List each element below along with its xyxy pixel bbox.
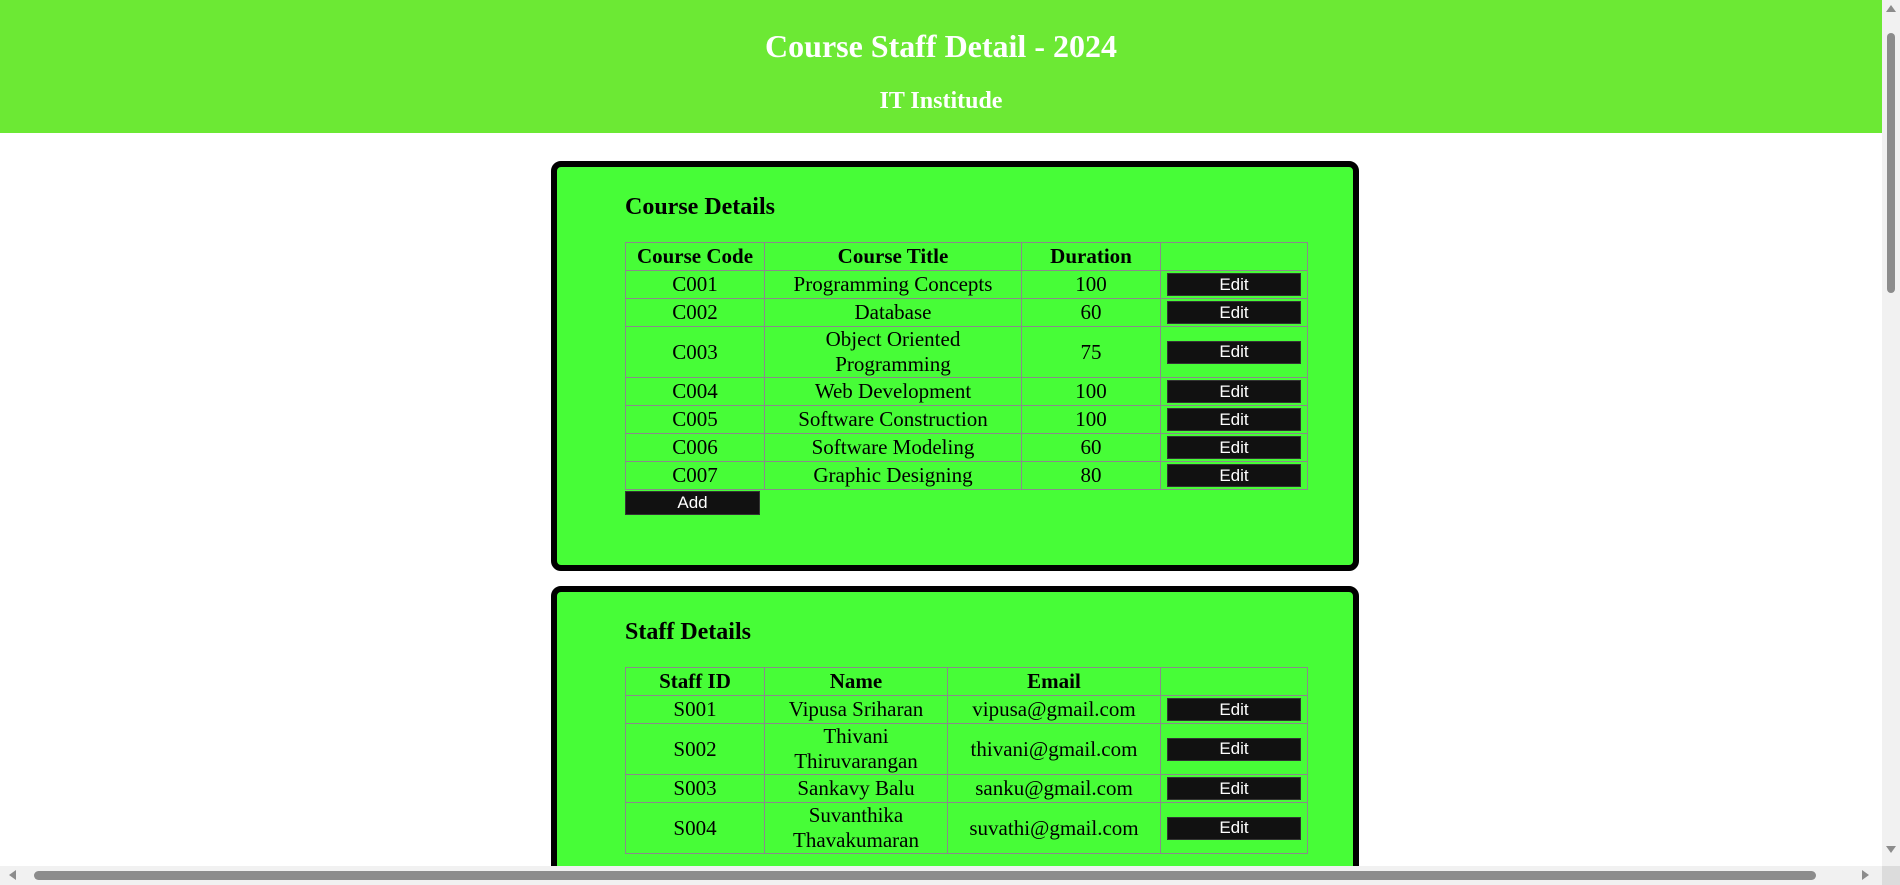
action-cell: [1161, 299, 1308, 327]
course-code-cell: C004: [626, 378, 765, 406]
staff-email-cell: vipusa@gmail.com: [948, 696, 1161, 724]
course-code-cell: C003: [626, 327, 765, 378]
table-row: [626, 462, 1308, 490]
vertical-scroll-thumb[interactable]: [1887, 33, 1895, 293]
table-row: [626, 327, 1308, 378]
horizontal-scroll-thumb[interactable]: [34, 871, 1816, 880]
duration-cell: 80: [1022, 462, 1161, 490]
staff-name-cell: Suvanthika Thavakumaran: [765, 803, 948, 854]
staff-email-cell: sanku@gmail.com: [948, 775, 1161, 803]
duration-cell: 100: [1022, 378, 1161, 406]
table-row: [626, 378, 1308, 406]
add-course-button[interactable]: Add: [625, 491, 760, 515]
column-header-email: Email: [948, 668, 1161, 696]
course-title-cell: Programming Concepts: [765, 271, 1022, 299]
staff-table: [625, 667, 1308, 854]
course-title-cell: Graphic Designing: [765, 462, 1022, 490]
staff-id-cell: S001: [626, 696, 765, 724]
course-code-cell: C005: [626, 406, 765, 434]
scroll-down-arrow-icon[interactable]: [1886, 846, 1896, 853]
action-cell: [1161, 724, 1308, 775]
table-row: [626, 775, 1308, 803]
duration-cell: 100: [1022, 271, 1161, 299]
page-header: [0, 0, 1882, 133]
table-row: [626, 434, 1308, 462]
action-cell: [1161, 327, 1308, 378]
staff-id-cell: S002: [626, 724, 765, 775]
vertical-scrollbar[interactable]: [1882, 0, 1900, 866]
course-title-cell: Software Modeling: [765, 434, 1022, 462]
staff-email-cell: thivani@gmail.com: [948, 724, 1161, 775]
staff-details-heading: Staff Details: [625, 619, 751, 645]
course-code-cell: C006: [626, 434, 765, 462]
column-header-course-code: Course Code: [626, 243, 765, 271]
staff-name-cell: Sankavy Balu: [765, 775, 948, 803]
course-table-header-row: [626, 243, 1308, 271]
action-cell: [1161, 803, 1308, 854]
action-cell: [1161, 434, 1308, 462]
action-cell: [1161, 406, 1308, 434]
edit-staff-button[interactable]: Edit: [1167, 817, 1301, 840]
action-cell: [1161, 271, 1308, 299]
edit-course-button[interactable]: Edit: [1167, 380, 1301, 403]
table-row: [626, 803, 1308, 854]
course-code-cell: C007: [626, 462, 765, 490]
staff-details-panel: [551, 586, 1359, 866]
page-title: Course Staff Detail - 2024: [765, 28, 1117, 64]
edit-course-button[interactable]: Edit: [1167, 341, 1301, 364]
course-title-cell: Software Construction: [765, 406, 1022, 434]
duration-cell: 75: [1022, 327, 1161, 378]
course-code-cell: C001: [626, 271, 765, 299]
duration-cell: 100: [1022, 406, 1161, 434]
staff-email-cell: suvathi@gmail.com: [948, 803, 1161, 854]
scroll-left-arrow-icon[interactable]: [9, 870, 16, 880]
action-cell: [1161, 696, 1308, 724]
duration-cell: 60: [1022, 434, 1161, 462]
course-code-cell: C002: [626, 299, 765, 327]
column-header-staff-id: Staff ID: [626, 668, 765, 696]
course-title-cell: Object Oriented Programming: [765, 327, 1022, 378]
course-table: [625, 242, 1308, 490]
table-row: [626, 271, 1308, 299]
scroll-right-arrow-icon[interactable]: [1862, 870, 1869, 880]
action-cell: [1161, 775, 1308, 803]
scroll-up-arrow-icon[interactable]: [1886, 5, 1896, 12]
edit-course-button[interactable]: Edit: [1167, 273, 1301, 296]
staff-name-cell: Thivani Thiruvarangan: [765, 724, 948, 775]
edit-course-button[interactable]: Edit: [1167, 464, 1301, 487]
edit-staff-button[interactable]: Edit: [1167, 698, 1301, 721]
action-cell: [1161, 462, 1308, 490]
edit-course-button[interactable]: Edit: [1167, 408, 1301, 431]
horizontal-scrollbar[interactable]: [0, 866, 1882, 885]
column-header-action: [1161, 243, 1308, 271]
edit-course-button[interactable]: Edit: [1167, 301, 1301, 324]
column-header-name: Name: [765, 668, 948, 696]
scrollbar-corner: [1882, 866, 1900, 885]
table-row: [626, 696, 1308, 724]
course-details-panel: [551, 161, 1359, 571]
course-title-cell: Web Development: [765, 378, 1022, 406]
institute-name: IT Institude: [879, 88, 1003, 114]
staff-id-cell: S004: [626, 803, 765, 854]
edit-staff-button[interactable]: Edit: [1167, 738, 1301, 761]
course-details-heading: Course Details: [625, 194, 775, 220]
staff-id-cell: S003: [626, 775, 765, 803]
column-header-duration: Duration: [1022, 243, 1161, 271]
duration-cell: 60: [1022, 299, 1161, 327]
staff-name-cell: Vipusa Sriharan: [765, 696, 948, 724]
table-row: [626, 299, 1308, 327]
staff-table-header-row: [626, 668, 1308, 696]
course-title-cell: Database: [765, 299, 1022, 327]
edit-course-button[interactable]: Edit: [1167, 436, 1301, 459]
table-row: [626, 724, 1308, 775]
edit-staff-button[interactable]: Edit: [1167, 777, 1301, 800]
table-row: [626, 406, 1308, 434]
column-header-course-title: Course Title: [765, 243, 1022, 271]
action-cell: [1161, 378, 1308, 406]
column-header-action: [1161, 668, 1308, 696]
